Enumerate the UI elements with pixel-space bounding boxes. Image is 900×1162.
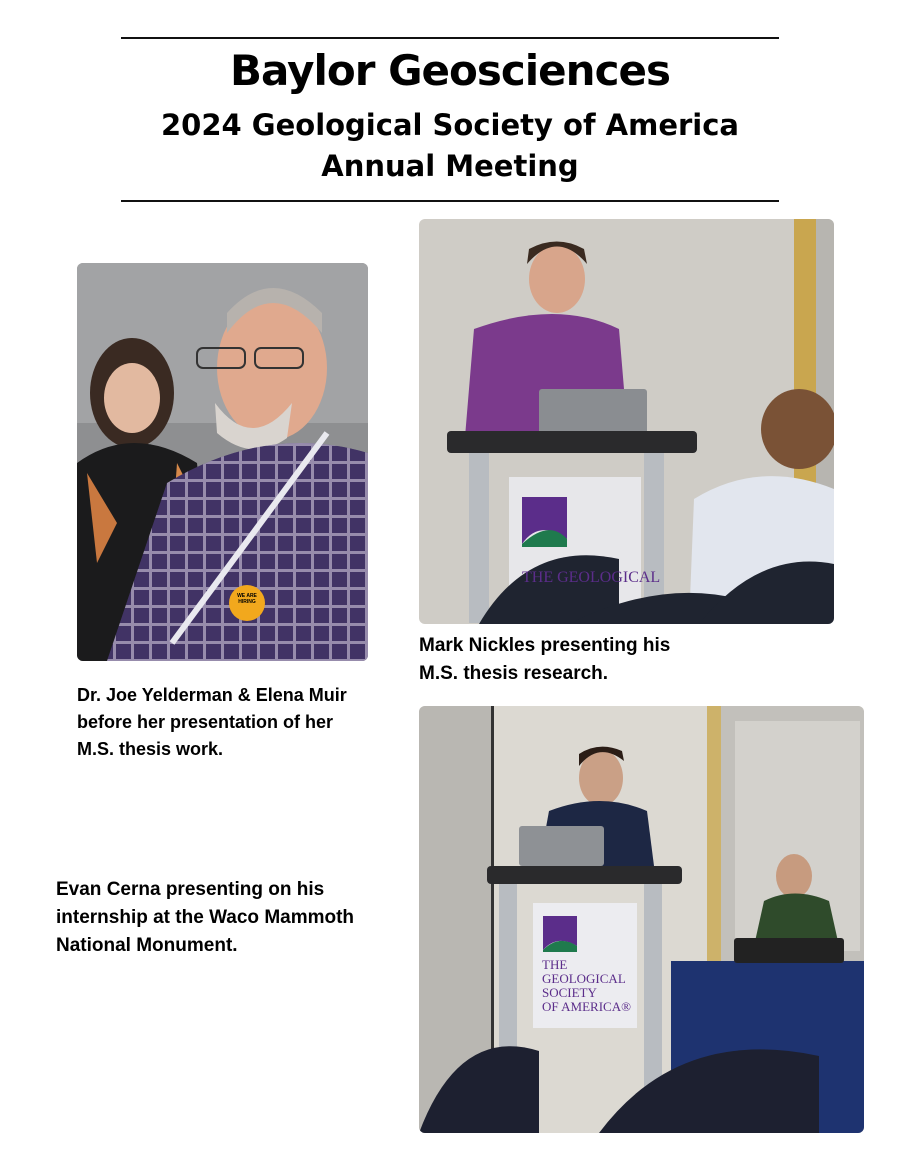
bottom-rule [121, 200, 779, 202]
photo-yelderman-muir [77, 263, 368, 661]
caption-line: M.S. thesis work. [77, 739, 224, 759]
podium-logo-text: THE GEOLOGICAL [522, 569, 661, 586]
caption-line: M.S. thesis research. [419, 663, 609, 684]
caption-mark-nickles [419, 632, 670, 688]
caption-line: Mark Nickles presenting his [419, 635, 671, 656]
caption-evan-cerna [56, 876, 354, 960]
logo-line: GEOLOGICAL [542, 971, 626, 986]
logo-line: OF AMERICA® [542, 999, 631, 1014]
caption-yelderman-muir [77, 682, 347, 763]
page-title: Baylor Geosciences [230, 46, 670, 95]
page-subtitle-line1: 2024 Geological Society of America [160, 108, 739, 142]
top-rule [121, 37, 779, 39]
caption-line: before her presentation of her [77, 712, 334, 732]
caption-line: Dr. Joe Yelderman & Elena Muir [77, 685, 347, 705]
caption-line: internship at the Waco Mammoth [56, 907, 355, 928]
photo-mark-nickles [419, 219, 834, 624]
logo-line: THE [542, 957, 568, 972]
logo-line: SOCIETY [542, 985, 597, 1000]
caption-line: Evan Cerna presenting on his [56, 879, 325, 900]
photo-evan-cerna [419, 706, 864, 1133]
page-subtitle-line2: Annual Meeting [321, 149, 579, 183]
caption-line: National Monument. [56, 935, 238, 956]
hiring-badge-text: WE ARE HIRING [237, 593, 257, 605]
podium-logo-text [542, 958, 631, 1014]
